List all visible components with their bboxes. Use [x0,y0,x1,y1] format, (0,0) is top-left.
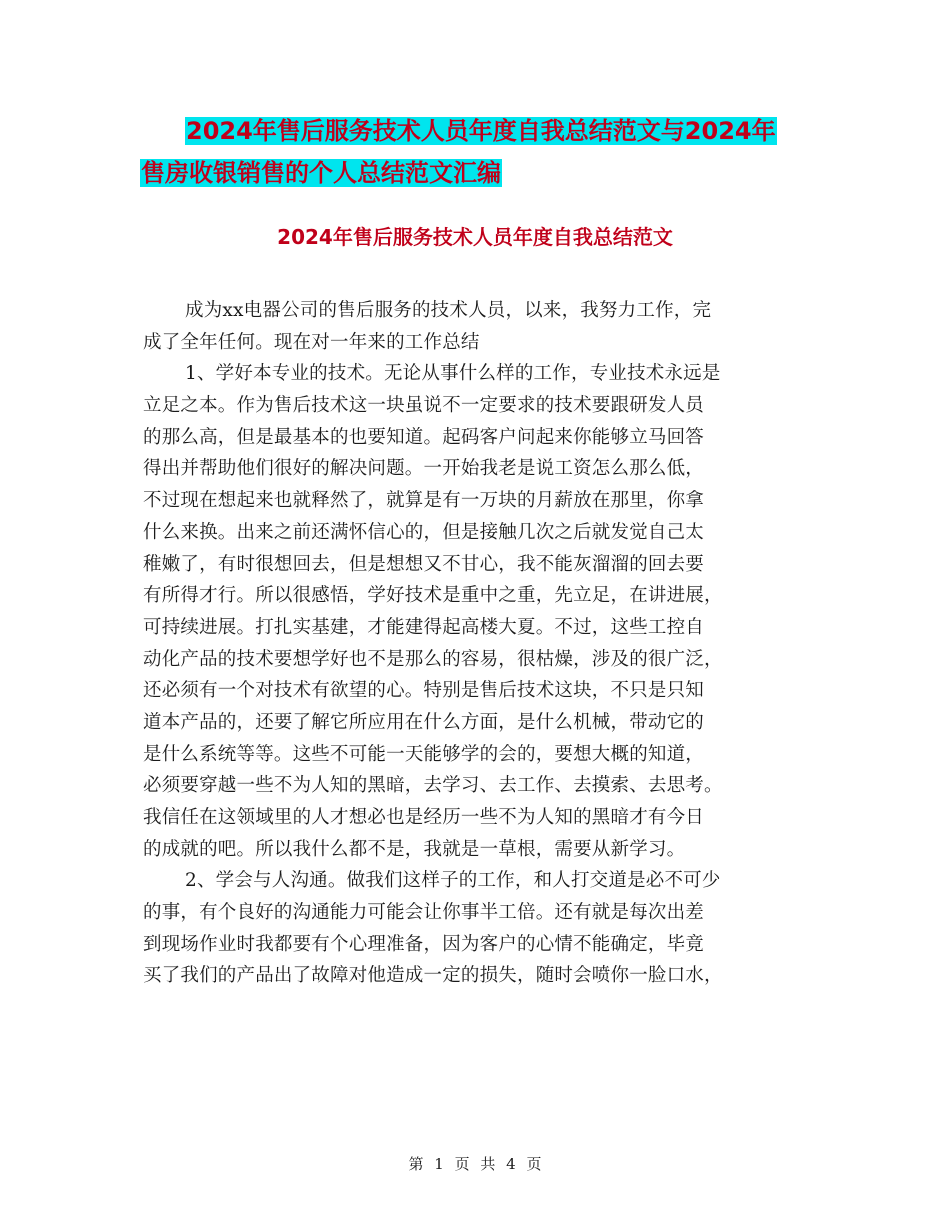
page-footer: 第 1 页 共 4 页 [408,1155,542,1173]
text-line: 必须要穿越一些不为人知的黑暗，去学习、去工作、去摸索、去思考。 [143,775,723,797]
document-title [140,110,820,194]
text-line: 可持续进展。打扎实基建，才能建得起高楼大夏。不过，这些工控自 [143,616,705,638]
text-line: 得出并帮助他们很好的解决问题。一开始我老是说工资怎么那么低， [143,458,705,480]
text-line: 道本产品的，还要了解它所应用在什么方面，是什么机械，带动它的 [143,711,705,733]
text-line: 成了全年任何。现在对一年来的工作总结 [143,331,480,353]
title-highlight-2: 售房收银销售的个人总结范文汇编 [141,159,501,187]
text-line: 的事，有个良好的沟通能力可能会让你事半工倍。还有就是每次出差 [143,902,705,924]
text-line: 到现场作业时我都要有个心理准备，因为客户的心情不能确定，毕竟 [143,933,705,955]
body-text [143,295,808,992]
text-line: 我信任在这领域里的人才想必也是经历一些不为人知的黑暗才有今日 [143,807,705,828]
text-line: 2、学会与人沟通。做我们这样子的工作，和人打交道是必不可少 [185,870,721,892]
text-line: 买了我们的产品出了故障对他造成一定的损失，随时会喷你一脸口水， [143,965,723,987]
title-highlight-1: 2024年售后服务技术人员年度自我总结范文与2024年 [186,117,776,145]
text-line: 动化产品的技术要想学好也不是那么的容易，很枯燥，涉及的很广泛， [143,648,723,670]
section-title: 2024年售后服务技术人员年度自我总结范文 [277,225,673,249]
text-line: 的那么高，但是最基本的也要知道。起码客户问起来你能够立马回答 [143,426,705,448]
title-line-2 [140,152,820,194]
text-line: 什么来换。出来之前还满怀信心的，但是接触几次之后就发觉自己太 [143,521,705,543]
text-line: 1、学好本专业的技术。无论从事什么样的工作，专业技术永远是 [185,363,721,385]
text-line: 立足之本。作为售后技术这一块虽说不一定要求的技术要跟研发人员 [143,395,705,417]
title-line-1 [140,110,820,152]
text-line: 有所得才行。所以很感悟，学好技术是重中之重，先立足，在讲进展， [143,585,723,607]
text-line: 不过现在想起来也就释然了，就算是有一万块的月薪放在那里，你拿 [143,490,705,512]
text-line: 成为xx电器公司的售后服务的技术人员，以来，我努力工作，完 [185,300,712,321]
text-line: 稚嫩了，有时很想回去，但是想想又不甘心，我不能灰溜溜的回去要 [143,553,705,575]
text-line: 的成就的吧。所以我什么都不是，我就是一草根，需要从新学习。 [143,838,686,860]
text-line: 还必须有一个对技术有欲望的心。特别是售后技术这块，不只是只知 [143,680,705,702]
text-line: 是什么系统等等。这些不可能一天能够学的会的，要想大概的知道， [143,743,705,765]
